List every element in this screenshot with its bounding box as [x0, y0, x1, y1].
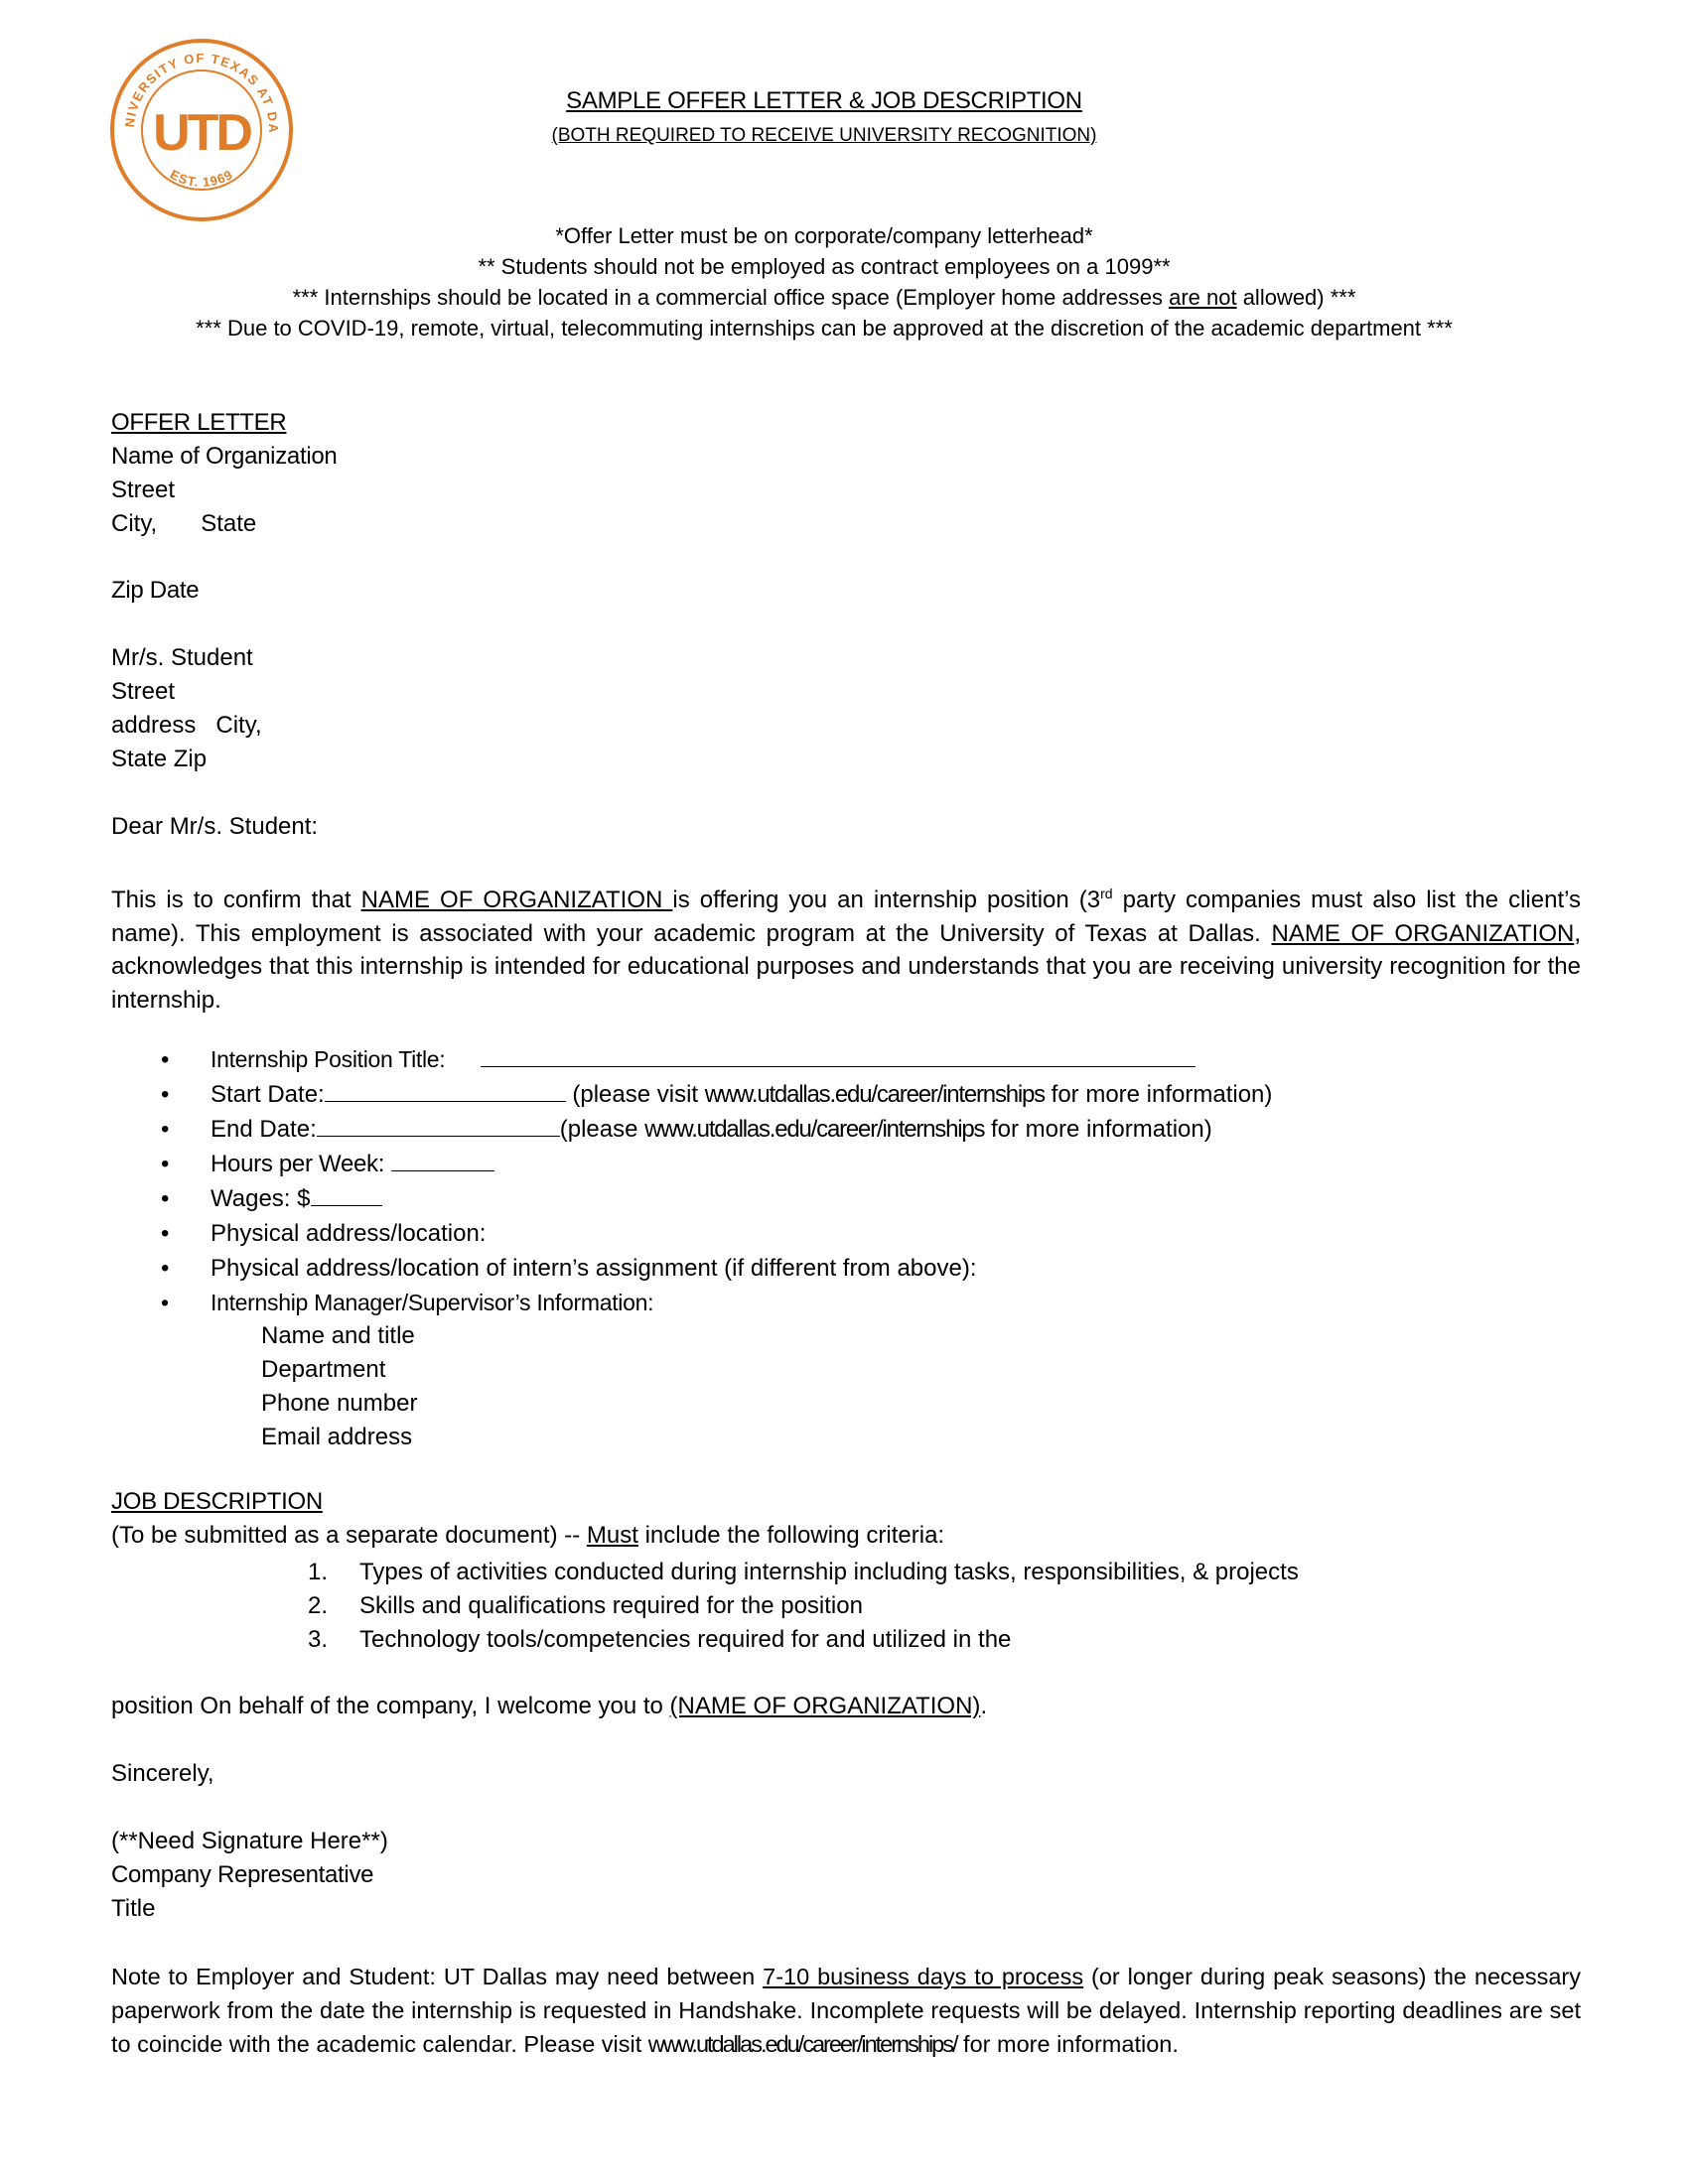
job-description-heading: JOB DESCRIPTION [111, 1488, 323, 1515]
page-subtitle [0, 125, 1648, 147]
requirements-notes [0, 220, 1648, 343]
list-item: • Internship Manager/Supervisor’s Information: [111, 1286, 1272, 1320]
closing-sincerely: Sincerely, [111, 1760, 214, 1787]
list-item: • Start Date: (please visit www.utdallas.edu/career/internships for more information) [111, 1077, 1272, 1112]
seal-arc-text: NIVERSITY OF TEXAS AT DA [121, 50, 282, 135]
note-office-space: *** Internships should be located in a commercial office space (Employer home addresses are not allowed) *** [292, 285, 1356, 310]
org-name-placeholder-3: (NAME OF ORGANIZATION) [669, 1693, 981, 1719]
manager-info-item: Name and title [261, 1322, 415, 1349]
note-letterhead: *Offer Letter must be on corporate/company letterhead* [555, 223, 1093, 248]
page-title-text: SAMPLE OFFER LETTER & JOB DESCRIPTION [566, 87, 1082, 114]
page-subtitle-text: (BOTH REQUIRED TO RECEIVE UNIVERSITY RECOGNITION) [551, 125, 1097, 146]
offer-letter-heading: OFFER LETTER [111, 409, 287, 436]
company-representative: Company Representative [111, 1861, 374, 1888]
page-title [0, 87, 1648, 115]
student-state-line: State Zip [111, 746, 208, 772]
student-address-block [111, 641, 1581, 776]
criteria-list [308, 1556, 1299, 1657]
list-item: • Physical address/location of intern’s assignment (if different from above): [111, 1251, 1272, 1286]
list-item: • Physical address/location: [111, 1216, 1272, 1251]
career-url[interactable]: www.utdallas.edu/career/internships [644, 1116, 985, 1143]
list-item: 3. Technology tools/competencies required for and utilized in the [308, 1626, 1012, 1653]
note-1099: ** Students should not be employed as contract employees on a 1099** [478, 254, 1171, 279]
seal-est-text: EST. 1969 [167, 166, 236, 190]
list-item: 1. Types of activities conducted during internship including tasks, responsibilities, & projects [308, 1559, 1299, 1585]
seal-monogram: UTD [153, 104, 250, 162]
list-item: • Internship Position Title: [111, 1042, 1272, 1077]
offer-letter-address-block [111, 406, 1581, 541]
org-city-state-line: City, State [111, 510, 257, 537]
greeting: Dear Mr/s. Student: [111, 813, 319, 840]
processing-note: Note to Employer and Student: UT Dallas may need between 7-10 business days to process (or longer during peak seasons) the necessary paperwork from the date the internship is requested in Handshake. Incomplete requests will be delayed. Internship reporting deadlines are set to coincide with the academic calendar. Please visit www.utdallas.edu/career/internships/ for more information. [111, 1964, 1581, 2057]
student-address-line: address City, [111, 712, 262, 739]
manager-info-item: Email address [261, 1424, 413, 1450]
manager-info-item: Phone number [261, 1390, 418, 1417]
welcome-line: position On behalf of the company, I welcome you to (NAME OF ORGANIZATION). [111, 1693, 988, 1719]
list-item: • Hours per Week: [111, 1147, 1272, 1181]
manager-info-list [261, 1319, 417, 1454]
note-are-not: are not [1169, 285, 1237, 310]
org-name-placeholder-1: NAME OF ORGANIZATION [360, 887, 673, 913]
representative-title: Title [111, 1895, 156, 1922]
list-item: 2. Skills and qualifications required for the position [308, 1592, 863, 1619]
signature-block [111, 1825, 1581, 1926]
list-item: • Wages: $ [111, 1181, 1272, 1216]
career-url[interactable]: www.utdallas.edu/career/internships [704, 1081, 1045, 1108]
svg-text:EST. 1969 [168, 167, 235, 190]
org-name-line: Name of Organization [111, 443, 338, 470]
internship-details-list [111, 1042, 1272, 1320]
processing-days: 7-10 business days to process [763, 1964, 1084, 1989]
manager-info-item: Department [261, 1356, 386, 1383]
student-street-line: Street [111, 678, 176, 705]
note-covid: *** Due to COVID-19, remote, virtual, telecommuting internships can be approved at the discretion of the academic department *** [196, 316, 1453, 341]
job-description-block [111, 1485, 1581, 1553]
org-name-placeholder-2: NAME OF ORGANIZATION [1271, 919, 1575, 947]
zip-date-line: Zip Date [111, 577, 200, 604]
career-url[interactable]: www.utdallas.edu/career/internships/ [647, 2031, 957, 2057]
list-item: • End Date: (please www.utdallas.edu/career/internships for more information) [111, 1112, 1272, 1147]
must-emphasis: Must [586, 1522, 638, 1549]
student-name-line: Mr/s. Student [111, 644, 253, 671]
job-description-intro: (To be submitted as a separate document) -- Must include the following criteria: [111, 1522, 945, 1549]
confirmation-paragraph: This is to confirm that NAME OF ORGANIZATION is offering you an internship position (3rd party companies must also list the client’s name). This employment is associated with your academic program at the University of Texas at Dallas. NAME OF ORGANIZATION, acknowledges that this internship is intended for educational purposes and understands that you are receiving university recognition for the internship. [111, 886, 1582, 1014]
org-street-line: Street [111, 477, 176, 503]
signature-placeholder: (**Need Signature Here**) [111, 1828, 388, 1854]
